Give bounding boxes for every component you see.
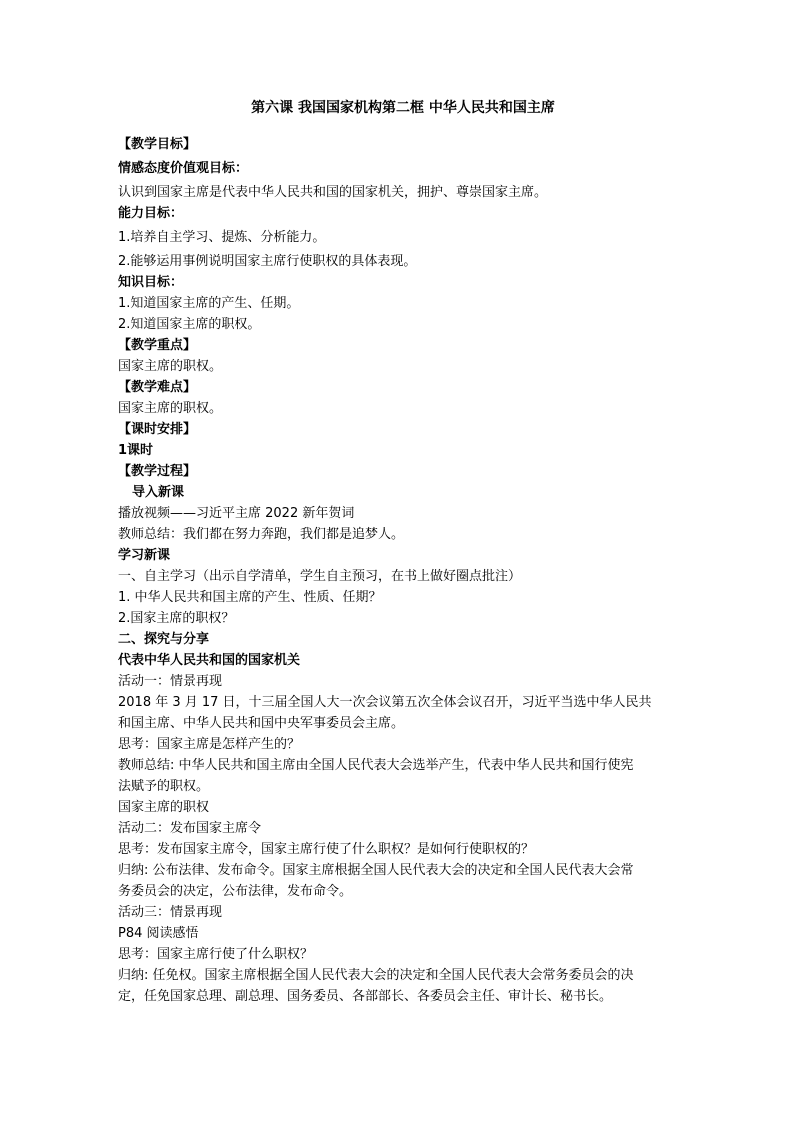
text-line: 1课时 [118,443,154,458]
text-line: 1. 中华人民共和国主席的产生、性质、任期？ [118,590,382,605]
text-line: 思考：国家主席是怎样产生的？ [118,737,301,752]
text-line: 认识到国家主席是代表中华人民共和国的国家机关，拥护、尊崇国家主席。 [118,185,548,200]
subheading-intro: 导入新课 [132,485,185,500]
text-line: 教师总结：我们都在努力奔跑，我们都是追梦人。 [118,527,405,542]
text-line: 2.能够运用事例说明国家主席行使职权的具体表现。 [118,254,417,269]
subheading-state-organ: 代表中华人民共和国的国家机关 [118,653,301,668]
text-line: 定，任免国家总理、副总理、国务委员、各部部长、各委员会主任、审计长、秘书长。 [118,989,613,1004]
text-line: 2.知道国家主席的职权。 [118,317,261,332]
text-line: 法赋予的职权。 [118,779,210,794]
text-line: 1.知道国家主席的产生、任期。 [118,296,300,311]
subheading-new-lesson: 学习新课 [118,548,171,563]
text-line: 1.培养自主学习、提炼、分析能力。 [118,230,326,245]
subheading-knowledge-goals: 知识目标： [118,275,184,290]
text-line: 务委员会的决定，公布法律，发布命令。 [118,884,353,899]
text-line: P84 阅读感悟 [118,926,199,941]
section-heading-key-points: 【教学重点】 [118,338,197,353]
text-line: 国家主席的职权 [118,800,210,815]
subheading-emotion-goals: 情感态度价值观目标： [118,161,249,176]
document-body [118,97,688,1007]
activity-two-heading: 活动二：发布国家主席令 [118,821,262,836]
text-line: 教师总结: 中华人民共和国主席由全国人民代表大会选举产生，代表中华人民共和国行使宪 [118,758,634,773]
section-heading-process: 【教学过程】 [118,464,197,479]
section-heading-difficulties: 【教学难点】 [118,380,197,395]
text-line: 国家主席的职权。 [118,401,223,416]
text-line: 归纳: 任免权。国家主席根据全国人民代表大会的决定和全国人民代表大会常务委员会的决 [118,968,634,983]
activity-one-heading: 活动一：情景再现 [118,674,223,689]
section-heading-schedule: 【课时安排】 [118,422,197,437]
activity-three-heading: 活动三：情景再现 [118,905,223,920]
text-line: 归纳: 公布法律、发布命令。国家主席根据全国人民代表大会的决定和全国人民代表大会常 [118,863,634,878]
text-line: 播放视频——习近平主席 2022 新年贺词 [118,506,355,521]
subheading-ability-goals: 能力目标： [118,206,184,221]
text-line: 2018 年 3 月 17 日，十三届全国人大一次会议第五次全体会议召开，习近平当选中华人民共 [118,695,652,710]
text-line: 思考：发布国家主席令，国家主席行使了什么职权？是如何行使职权的？ [118,842,535,857]
text-line: 思考：国家主席行使了什么职权？ [118,947,314,962]
text-line: 一、自主学习（出示自学清单，学生自主预习，在书上做好圈点批注） [118,569,522,584]
text-line: 2.国家主席的职权？ [118,611,235,626]
subheading-explore-share: 二、探究与分享 [118,632,210,647]
document-title: 第六课 我国国家机构第二框 中华人民共和国主席 [251,100,555,116]
section-heading-teaching-goals: 【教学目标】 [118,137,197,152]
text-line: 和国主席、中华人民共和国中央军事委员会主席。 [118,716,405,731]
text-line: 国家主席的职权。 [118,359,223,374]
